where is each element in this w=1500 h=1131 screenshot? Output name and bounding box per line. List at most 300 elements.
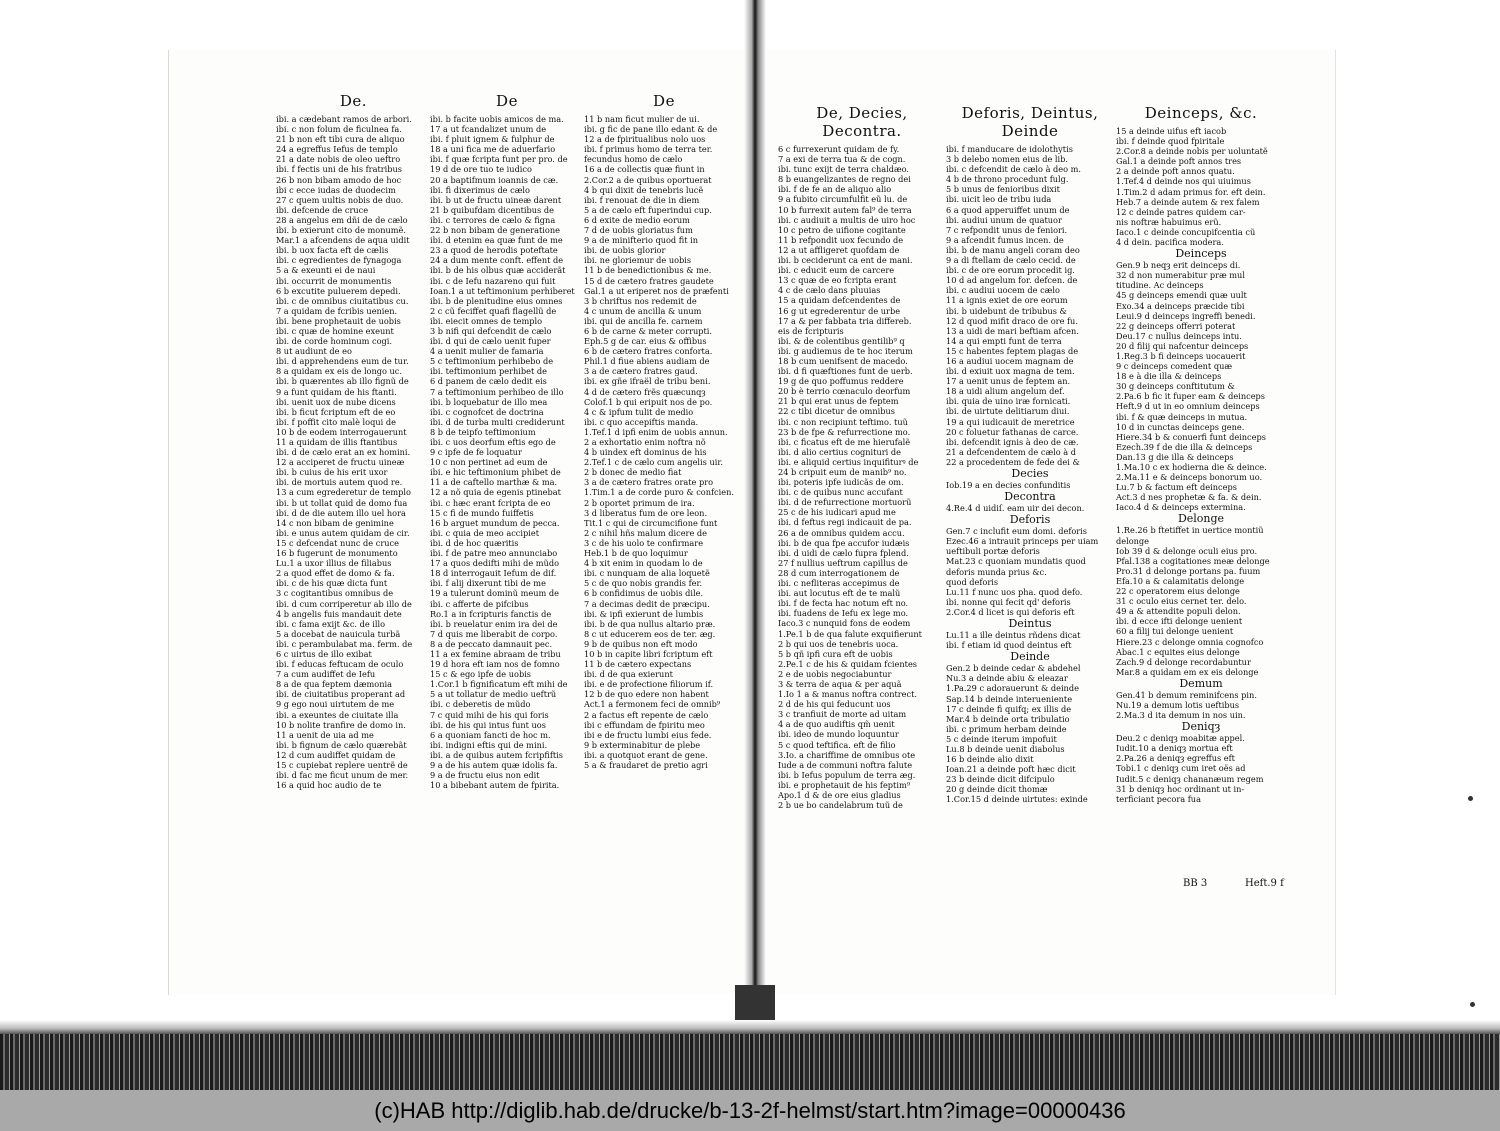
index-line: ibi. f educas feftucam de oculo	[276, 659, 404, 670]
index-line: 24 a dum mente conft. effent de	[430, 255, 564, 266]
index-line: 2 d de his qui feducunt uos	[778, 699, 891, 710]
index-line: Hiere.34 b & conuerfi funt deinceps	[1116, 431, 1266, 442]
index-line: ibi. e de profectione filiorum if.	[584, 679, 714, 690]
index-line: ibi. c de quibus nunc accufant	[778, 487, 903, 498]
index-line: 1.Re.26 b ftetiffet in uertice montiũ	[1116, 525, 1264, 536]
index-line: 5 c deinde iterum impofuit	[946, 733, 1057, 744]
book-gutter	[744, 0, 766, 1020]
right-col-2	[946, 104, 1114, 805]
index-line: Leui.9 d deinceps ingreffi benedi.	[1116, 310, 1256, 321]
index-line: 7 a teftimonium perhibeo de illo	[430, 386, 564, 397]
index-line: 22 c operatorem eius delonge	[1116, 586, 1240, 597]
index-line: ibi c effundam de fpiritu meo	[584, 719, 705, 730]
index-line: 27 c quem uultis nobis de duo.	[276, 194, 404, 205]
index-line: 26 b non bibam amodo de hoc	[276, 174, 402, 185]
signature-mark: BB 3	[1183, 878, 1208, 889]
index-line: 20 b è terrio cœnaculo deorfum	[778, 386, 911, 397]
index-line: 24 a egreffus Iefus de templo	[276, 144, 398, 155]
index-line: Zach.9 d delonge recordabuntur	[1116, 656, 1251, 667]
index-line: 8 ut audiunt de eo	[276, 346, 352, 357]
index-line: 1.Pe.1 b de qua falute exquifierunt	[778, 628, 922, 639]
index-line: 4 c unum de ancilla & unum	[584, 305, 702, 316]
index-line: 9 a de fructu eius non edit	[430, 770, 540, 781]
index-line: 3 c cogitantibus omnibus de	[276, 588, 394, 599]
index-line: ibi. d apprehendens eum de tur.	[276, 356, 409, 367]
index-line: 19 d hora eft iam nos de fomno	[430, 659, 560, 670]
index-line: Gen.9 b neqȝ erit deinceps di.	[1116, 260, 1241, 271]
index-line: 30 g deinceps conftitutum &	[1116, 381, 1235, 392]
index-line: Abac.1 c equites eius delonge	[1116, 646, 1240, 657]
index-line: ibi. b facite uobis amicos de ma.	[430, 114, 564, 124]
index-line: 1.Reg.3 b fi deinceps uocauerit	[1116, 350, 1246, 361]
index-line: Apo.1 d & de ore eius gladius	[778, 790, 901, 800]
index-line: ibi. c hæc erant fcripta de eo	[430, 497, 551, 508]
index-line: 2 b qui uos de tenebris uoca.	[778, 638, 899, 649]
index-line: Iaco.4 d & deinceps extermina.	[1116, 502, 1246, 513]
index-line: 21 a date nobis de oleo ueftro	[276, 154, 401, 165]
index-line: ibi. teftimonium perhibet de	[430, 366, 547, 377]
index-line: Iude a de communi noftra falute	[778, 759, 913, 770]
index-line: 9 c deinceps comedent quæ	[1116, 361, 1233, 372]
index-line: 3 & terra de aqua & per aquã	[778, 678, 902, 689]
index-line: ibi. bene prophetauit de uobis	[276, 315, 401, 326]
index-line: Eph.5 g de car. eius & offibus	[584, 336, 707, 347]
index-line: ibi. de corde hominum cogi.	[276, 336, 392, 347]
column-header: De, Decies, Decontra.	[816, 104, 908, 140]
index-line: 13 a cum egrederetur de templo	[276, 487, 411, 498]
index-line: ibi. d exiuit uox magna de tem.	[946, 366, 1075, 377]
index-line: 24 b cripuit eum de manib⁹ no.	[778, 467, 907, 477]
index-line: ibi. e hic teftimonium phibet de	[430, 467, 561, 478]
index-line: Hiere.23 c delonge omnia cognofco	[1116, 636, 1264, 647]
index-line: Nu.19 a demum lotis ueftibus	[1116, 699, 1240, 710]
index-line: ibi. de mortuis autem quod re.	[276, 477, 403, 488]
index-line: Iob.19 a en decies confunditis	[946, 480, 1071, 490]
index-line: 15 c habentes feptem plagas de	[946, 345, 1079, 356]
index-line: 7 c quid mihi de his qui foris	[430, 709, 549, 720]
index-line: 7 a exi de terra tua & de cogn.	[778, 154, 906, 165]
index-line: titudine. Ac deinceps	[1116, 280, 1204, 291]
index-line: 2.Tef.1 c de cælo cum angelis uir.	[584, 457, 723, 468]
index-line: 16 a audiui uocem magnam de	[946, 355, 1074, 366]
index-line: 17 a ut fcandalizet unum de	[430, 124, 547, 135]
index-line: 21 b qui erat unus de feptem	[778, 396, 899, 407]
section-heading: Deinceps	[1175, 247, 1227, 261]
index-line: ibi. ne gloriemur de uobis	[584, 255, 692, 266]
index-line: 19 g de quo poffumus reddere	[778, 376, 904, 387]
index-line: ibi. indigni eftis qui de mini.	[430, 739, 548, 750]
index-line: 9 b exterminabitur de plebe	[584, 739, 701, 750]
index-line: ibi. f de fe an de aliquo alio	[778, 184, 892, 195]
index-line: 12 a ut affligeret quofdam de	[778, 244, 900, 255]
index-line: ibi. defcende de cruce	[276, 204, 369, 215]
index-line: 19 a tulerunt dominũ meum de	[430, 588, 559, 599]
index-line: 9 a di ftellam de cælo cecid. de	[946, 255, 1076, 266]
index-line: 5 c teftimonium perhibebo de	[430, 356, 554, 367]
index-line: ibi. f manducare de idolothytis	[946, 144, 1073, 154]
index-line: 2 a deinde poft annos quatu.	[1116, 166, 1235, 177]
index-line: 18 e à die illa & deinceps	[1116, 371, 1222, 382]
index-line: 16 a quid hoc audio de te	[276, 780, 382, 791]
index-line: 1.Tim.2 d adam primus for. eft dein.	[1116, 186, 1266, 197]
index-line: 23 b de fpe & refurrectione mo.	[778, 426, 911, 437]
index-line: ibi. g fic de pane illo edant & de	[584, 124, 718, 135]
index-line: 5 b unus de fenioribus dixit	[946, 184, 1060, 195]
index-line: deforis munda prius &c.	[946, 566, 1047, 577]
index-line: 8 a de qua feptem dæmonia	[276, 679, 393, 690]
index-line: ibi. c nunquam de alia loquetẽ	[584, 568, 710, 579]
index-line: Gen.2 b deinde cedar & abdehel	[946, 663, 1081, 674]
index-line: 9 a fubito circumfulfit eũ lu. de	[778, 194, 908, 205]
index-line: ibi. b fignum de cælo quærebãt	[276, 739, 407, 750]
index-line: Tit.1 c qui de circumcifione funt	[584, 517, 718, 528]
index-line: ibi. b ut tollat quid de domo fua	[276, 497, 408, 508]
index-line: ibi. de uobis glorior	[584, 245, 666, 256]
index-line: ibi. d ecce ifti delonge uenient	[1116, 616, 1243, 627]
section-heading: Delonge	[1177, 512, 1225, 526]
index-line: 49 a & attendite populi delon.	[1116, 606, 1241, 617]
index-line: 5 a de cælo eft fuperindui cup.	[584, 204, 712, 215]
index-line: ibi. d de refurrectione mortuorũ	[778, 497, 912, 508]
index-line: 16 a de collectis quæ fiunt in	[584, 164, 705, 175]
index-line: 7 a cum audiffet de Iefu	[276, 669, 376, 680]
index-line: 5 a & exeunti ei de naui	[276, 265, 376, 276]
column-header: Deforis, Deintus, Deinde	[961, 104, 1099, 140]
index-line: Ioan.1 a ut teftimonium perhiberet	[430, 285, 575, 296]
index-line: ibi. d uidi de cælo fupra fplend.	[778, 547, 909, 558]
index-line: 21 b quibufdam dicentibus de	[430, 204, 554, 215]
index-line: ibi. e prophetauit de his feptim⁹	[778, 779, 910, 790]
index-line: 31 b deniqȝ hoc ordinant ut in-	[1116, 783, 1245, 794]
index-line: ibi. d de cælo erat an ex homini.	[276, 447, 411, 458]
index-line: ibi. c audiui uocem de cælo	[946, 285, 1060, 296]
index-line: ibi. f primus homo de terra ter.	[584, 144, 713, 155]
index-line: 2 b donec de medio fiat	[584, 467, 682, 478]
index-line: Ioan.21 a deinde poft hæc dicit	[946, 764, 1076, 775]
index-line: 2.Ma.11 e & deinceps bonorum uo.	[1116, 472, 1263, 483]
index-line: 20 g deinde dicit thomæ	[946, 784, 1048, 795]
index-line: 28 a angelus em dñi de de cælo	[276, 214, 408, 225]
index-line: Mar.8 a quidam em ex eis delonge	[1116, 666, 1259, 677]
index-line: delonge	[1116, 535, 1149, 546]
index-line: 11 a uenit de uia ad me	[276, 729, 374, 740]
gutter-shadow	[735, 985, 775, 1020]
index-line: 11 a ex femine abraam de tribu	[430, 648, 561, 659]
index-line: 18 b cum uenifsent de macedo.	[778, 355, 908, 366]
index-line: 23 a quod de herodis poteftate	[430, 245, 558, 256]
index-line: 10 d in cunctas deinceps gene.	[1116, 421, 1245, 432]
index-line: ibi. nonne qui fecit qd' deforis	[946, 596, 1071, 607]
index-line: 15 a deinde uifus eft iacob	[1116, 126, 1227, 136]
index-line: 15 a quidam defcendentes de	[778, 295, 901, 306]
index-line: ibi. f & quæ deinceps in mutua.	[1116, 411, 1248, 422]
index-line: ibi. uenit uox de nube dicens	[276, 396, 396, 407]
index-line: 8 a quidam ex eis de longo uc.	[276, 366, 402, 377]
index-line: Pfal.138 a cogitationes meæ delonge	[1116, 555, 1270, 566]
index-line: 1.Pa.29 c adorauerunt & deinde	[946, 683, 1079, 694]
index-line: ibi. a cædebant ramos de arbori.	[276, 114, 412, 124]
index-line: 10 b furrexit autem fal⁹ de terra	[778, 204, 912, 215]
index-line: Lu.1 a uxor illius de filiabus	[276, 558, 392, 569]
index-line: 5 b qñ ipfi cura eft de uobis	[778, 648, 893, 659]
index-line: 6 d panem de cælo dedit eis	[430, 376, 547, 387]
index-line: ibi. d qui de cælo uenit fuper	[430, 336, 551, 347]
index-line: 3.Io. a chariffime de omnibus ote	[778, 749, 916, 760]
section-heading: Deinde	[1010, 650, 1050, 664]
index-line: Ro.1 a in fcripturis fanctis de	[430, 608, 552, 619]
index-line: 10 b in capite libri fcriptum eft	[584, 648, 713, 659]
index-line: Lu.11 f nunc uos pha. quod defo.	[946, 586, 1083, 597]
index-line: 15 c cupiebat replere uentrẽ de	[276, 760, 408, 770]
index-line: ibi. d fi quæftiones funt de uerb.	[778, 366, 913, 377]
index-line: 12 b de quo edere non habent	[584, 689, 709, 700]
index-line: Ezec.46 a intrauit princeps per uiam	[946, 536, 1099, 547]
index-line: 1.Ma.10 c ex hodierna die & deince.	[1116, 462, 1267, 472]
entry-list	[946, 144, 1114, 805]
index-line: 4 a uenit mulier de famaria	[430, 346, 544, 357]
index-line: ibi. occurrit de monumentis	[276, 275, 392, 286]
index-line: ibi. b de qua fpe accufor iudæis	[778, 537, 910, 548]
index-line: ibi. f renouat de die in diem	[584, 194, 700, 205]
index-line: ueftibuli portæ deforis	[946, 546, 1040, 557]
index-line: 4 b angelis fuis mandauit dete	[276, 608, 402, 619]
index-line: 2 a factus eft repente de cælo	[584, 709, 709, 720]
index-line: 1.Cor.15 d deinde uirtutes: exinde	[946, 794, 1088, 805]
index-line: ibi. f quæ fcripta funt per pro. de	[430, 154, 568, 165]
index-line: 2 c cũ feciffet quafi flagellũ de	[430, 305, 557, 316]
index-line: ibi. d alio certius cognituri de	[778, 446, 901, 457]
index-line: 1.Tim.1 a de corde puro & confcien.	[584, 487, 734, 498]
index-line: Nu.3 a deinde abiu & eleazar	[946, 673, 1068, 684]
index-line: ibi. b cuius de his erit uxor	[276, 467, 388, 478]
index-line: nis noftræ habuimus erũ.	[1116, 216, 1222, 227]
index-line: 13 a uidi de mari beftiam afcen.	[946, 325, 1079, 336]
index-line: 28 d cum interrogationem de	[778, 567, 900, 578]
index-line: ibi. & ipfi exierunt de lumbis	[584, 608, 704, 619]
index-line: ibi. b de qua nullus altario præ.	[584, 618, 716, 629]
index-line: ibi. f alij dixerunt tibi de me	[430, 578, 546, 589]
index-line: Efa.10 a & calamitatis delonge	[1116, 575, 1245, 586]
index-line: 9 b de quibus non eft modo	[584, 638, 698, 649]
index-line: Exo.34 a deinceps præcide tibi	[1116, 300, 1245, 311]
index-line: 14 c non bibam de genimine	[276, 517, 394, 528]
column-header: Deinceps, &c.	[1144, 104, 1258, 122]
index-line: 17 c deinde fi quifq; ex illis de	[946, 703, 1072, 714]
index-line: 15 c fi de mundo fuiffetis	[430, 507, 534, 518]
index-line: 9 a funt quidam de his ftanti.	[276, 386, 397, 397]
index-line: ibi. b quærentes ab illo fignũ de	[276, 376, 409, 387]
index-line: 22 c tibi dicetur de omnibus	[778, 406, 895, 417]
index-line: ibi. fuadens de Iefu ex lege mo.	[778, 608, 909, 619]
index-line: Heb.1 b de quo loquimur	[584, 548, 688, 559]
index-line: 16 b fugerunt de monumento	[276, 548, 398, 559]
index-line: 2 a quod effet de domo & fa.	[276, 568, 395, 579]
index-line: 4 d de cætero frẽs quæcunqȝ	[584, 386, 706, 397]
index-line: 9 c ipfe de fe loquatur	[430, 447, 522, 458]
index-line: 20 c foluetur fathanas de carce.	[946, 426, 1079, 437]
index-line: 4 d dein. pacifica modera.	[1116, 237, 1224, 248]
index-line: 16 g ut egrederentur de urbe	[778, 305, 901, 316]
index-line: ibi. b exierunt cito de monumẽ.	[276, 225, 406, 236]
index-line: 9 a de minifterio quod fit in	[584, 235, 699, 246]
index-line: ibi. e unus autem quidam de cir.	[276, 527, 410, 538]
index-line: ibi. ex gñe ifraël de tribu beni.	[584, 376, 711, 387]
index-line: 1.Tef.4 d deinde nos qui uiuimus	[1116, 176, 1251, 187]
index-line: 11 b de benedictionibus & me.	[584, 265, 712, 276]
index-line: 2.Cor.8 a deinde nobis per uoluntatẽ	[1116, 146, 1268, 157]
index-line: Gen.41 b demum reminifcens pin.	[1116, 689, 1257, 700]
index-line: 25 c de his iudicari apud me	[778, 507, 896, 518]
right-col-1	[778, 104, 946, 810]
index-line: ibi. c de his quæ dicta funt	[276, 578, 388, 589]
index-line: Gal.1 a deinde poft annos tres	[1116, 156, 1242, 167]
index-line: 6 b excutite puluerem depedi.	[276, 285, 401, 296]
entry-list	[1116, 126, 1286, 804]
index-line: 17 a quos dedifti mihi de mũdo	[430, 558, 560, 569]
index-line: 6 c uirtus de illo exibat	[276, 648, 372, 659]
index-line: 1.Io 1 a & manus noftra contrect.	[778, 689, 917, 700]
index-line: ibi. a de quibus autem fcripfiftis	[430, 749, 563, 760]
index-line: 4 c de cælo dans pluuias	[778, 285, 881, 296]
index-line: 11 a quidam de illis ftantibus	[276, 437, 398, 447]
index-line: 9 g ego noui uirtutem de me	[276, 699, 395, 710]
column-header: De.	[339, 92, 368, 110]
column-header: De	[496, 92, 518, 110]
index-line: Act.1 a fermonem feci de omnib⁹	[584, 699, 721, 710]
index-line: ibi. f pluit ignem & fulphur de	[430, 134, 555, 145]
index-line: Heft.9 d ut in eo omnium deinceps	[1116, 401, 1260, 412]
index-line: Iudit.10 a deniqȝ mortua eft	[1116, 743, 1233, 754]
index-line: 4 b xit enim in quodam lo de	[584, 558, 703, 569]
entry-list	[430, 114, 584, 790]
index-line: ibi. b ceciderunt ca ent de mani.	[778, 255, 913, 266]
index-line: ibi. c non folum de ficulnea fa.	[276, 124, 402, 135]
index-line: ibi. f fectis uni de his fratribus	[276, 164, 403, 175]
index-line: ibi. f etiam id quod deintus eft	[946, 640, 1072, 651]
index-line: 6 a quod apperuiffet unum de	[946, 204, 1070, 215]
index-line: terficiant pecora fua	[1116, 793, 1201, 804]
index-line: 6 b confidimus de uobis dile.	[584, 588, 704, 599]
index-line: 4 b uindex eft dominus de his	[584, 447, 707, 458]
index-line: 3 d liberatus fum de ore leon.	[584, 507, 708, 518]
index-line: 11 b de cætero expectans	[584, 659, 692, 670]
index-line: 2.Cor.2 a de quibus oportuerat	[584, 174, 712, 185]
index-line: 9 a afcendit fumus incen. de	[946, 234, 1064, 245]
index-line: ibi. b loquebatur de illo mea	[430, 396, 548, 407]
index-line: ibi. g audiemus de te hoc iterum	[778, 345, 913, 356]
index-line: 10 b de eodem interrogauerunt	[276, 426, 407, 437]
index-line: 4 b qui dixit de tenebris lucẽ	[584, 184, 704, 195]
index-line: ibi. c egredientes de fynagoga	[276, 255, 402, 266]
index-line: 19 a qui iudicauit de meretrice	[946, 416, 1075, 427]
index-line: 22 g deinceps offerri poterat	[1116, 320, 1236, 331]
index-line: 11 b refpondit uox fecundo de	[778, 234, 904, 245]
index-line: Deu.17 c nullus deinceps intu.	[1116, 330, 1242, 341]
index-line: ibi. d de die autem illo uel hora	[276, 507, 406, 518]
index-line: 10 a bibebant autem de fpirita.	[430, 780, 560, 791]
index-line: ibi. c perambulabat ma. ferm. de	[276, 638, 413, 649]
index-line: ibi. c nefliteras accepimus de	[778, 578, 900, 589]
copyright-footer	[0, 1090, 1500, 1131]
index-line: fecundus homo de cælo	[584, 154, 683, 165]
index-line: 7 c refpondit unus de feniori.	[946, 224, 1068, 235]
index-line: Tobi.1 c deniqȝ cum iret oës ad	[1116, 763, 1246, 774]
index-line: ibi. b ut de fructu uineæ darent	[430, 194, 562, 205]
index-line: ibi. fi dixerimus de cælo	[430, 184, 530, 195]
index-line: ibi. a quotquot erant de gene.	[584, 749, 708, 760]
index-line: 16 b arguet mundum de pecca.	[430, 517, 560, 528]
index-line: ibi. c fama exijt &c. de illo	[276, 618, 386, 629]
index-line: ibi. c primum herbam deinde	[946, 723, 1067, 734]
index-line: 8 c ut educerem eos de ter. æg.	[584, 628, 716, 639]
index-line: 19 d de ore tuo te iudico	[430, 164, 532, 175]
index-line: 60 a filij tui delonge uenient	[1116, 626, 1234, 637]
index-line: ibi. c quo accepiftis manda.	[584, 416, 699, 427]
index-line: ibi. d fac me ficut unum de mer.	[276, 770, 409, 781]
index-line: ibi. c terrores de cælo & figna	[430, 214, 556, 225]
index-line: 7 d quis me liberabit de corpo.	[430, 628, 558, 639]
index-line: ibi. d cum corriperetur ab illo de	[276, 598, 412, 609]
scanner-edge-band	[0, 1020, 1500, 1090]
index-line: 27 f nullius ueftrum capillus de	[778, 557, 908, 568]
index-line: 3 b chriftus nos redemit de	[584, 295, 697, 306]
section-heading: Deniqȝ	[1181, 720, 1221, 734]
index-line: 12 c deinde patres quidem car-	[1116, 206, 1246, 217]
index-line: 7 d de uobis gloriatus fum	[584, 225, 693, 236]
index-line: 1.Tef.1 d ipfi enim de uobis annun.	[584, 426, 728, 437]
index-line: ibi. de ciuitatibus properant ad	[276, 689, 406, 700]
index-line: Iaco.1 c deinde concupifcentia cũ	[1116, 226, 1256, 237]
index-line: ibi. d de hoc quæritis	[430, 537, 519, 548]
index-line: 6 b de cætero fratres conforta.	[584, 346, 713, 357]
index-line: 4.Re.4 d uidiſ. eam uir dei decon.	[946, 503, 1085, 514]
index-line: ibi. d de turba multi crediderunt	[430, 416, 565, 427]
index-line: 3 a de cætero fratres gaud.	[584, 366, 698, 377]
index-line: Mar.4 b deinde orta tribulatio	[946, 713, 1070, 724]
index-line: 2 b ue bo candelabrum tuũ de	[778, 800, 903, 811]
index-line: 9 a de his autem quæ idolis fa.	[430, 760, 558, 770]
index-line: 7 a decimas dedit de præcipu.	[584, 598, 710, 609]
index-line: Gal.1 a ut eriperet nos de præfenti	[584, 285, 729, 296]
index-line: 12 d quod mifit draco de ore fu.	[946, 315, 1078, 326]
index-line: Pro.31 d delonge portans pa. fuum	[1116, 565, 1261, 576]
index-line: Lu.7 b & factum eft deinceps	[1116, 482, 1237, 493]
index-line: 17 a & per fabbata tria differeb.	[778, 315, 912, 326]
index-line: 21 a defcendentem de cælo à d	[946, 446, 1077, 457]
index-line: ibi. b Iefus populum de terra æg.	[778, 769, 916, 780]
index-line: ibi. c afferte de pifcibus	[430, 598, 529, 609]
index-line: 6 a quoniam fancti de hoc m.	[430, 729, 551, 740]
index-line: 10 c non pertinet ad eum de	[430, 457, 548, 468]
index-line: ibi. & de colentibus gentilib⁹ q	[778, 335, 905, 346]
index-line: ibi. b reuelatur enim ira dei de	[430, 618, 558, 629]
index-line: Lu.8 b deinde uenit diabolus	[946, 743, 1065, 754]
left-col-2	[430, 92, 584, 790]
index-line: Iudit.5 c deniqȝ chananæum regem	[1116, 773, 1264, 784]
index-line: 2.Pa.26 a deniqȝ egreffus eft	[1116, 753, 1235, 764]
index-line: ibi. c cognofcet de doctrina	[430, 406, 544, 417]
index-line: 8 b euangelizantes de regno dei	[778, 174, 911, 185]
index-line: 2.Pa.6 b fic it fuper eam & deinceps	[1116, 391, 1265, 402]
index-line: Act.3 d nes prophetæ & fa. & dein.	[1116, 492, 1262, 503]
index-line: ibi. e aliquid certius inquifiturꝰ de	[778, 456, 919, 467]
index-line: 18 d interrogauit Iefum de dif.	[430, 568, 557, 579]
index-line: ibi. qui de ancilla fe. carnem	[584, 315, 703, 326]
index-line: 45 g deinceps emendi quæ uult	[1116, 290, 1247, 301]
index-line: 22 a procedentem de fede dei &	[946, 456, 1080, 467]
index-line: ibi. f de fecta hac notum eft no.	[778, 598, 909, 609]
index-line: 15 c defcendat nunc de cruce	[276, 537, 399, 548]
